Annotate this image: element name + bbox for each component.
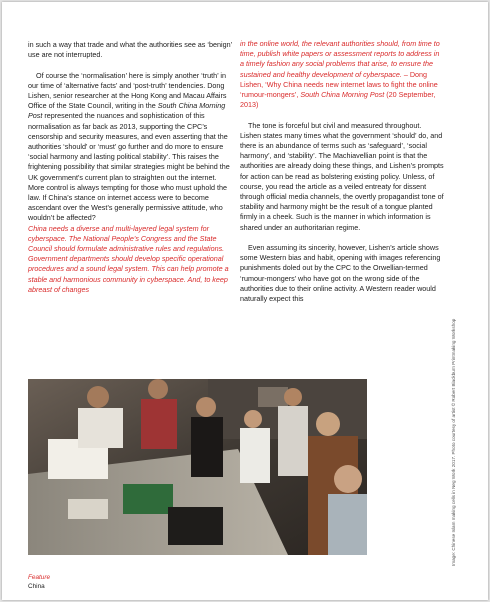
left-paragraph-2 bbox=[28, 71, 233, 224]
left-paragraph-2-text-b: represented the nuances and sophistication of this normalisation as far back as 2013, supporting the CPC’s censorship and security measures, and even asserting that the authorities ‘should’ or ‘must’ go further and do more to ensure ‘social harmony and lasting political stability’. This raises the frightening possibility that similar strategies might be behind the UK government’s current plan to straighten out the internet. More control is always tempting for those who must uphold the law. If China’s stance on internet access were to become ascendant over the West’s generally permissive attitude, who wouldn’t be affected? bbox=[28, 111, 230, 223]
left-paragraph-2-text-a: Of course the ‘normalisation’ here is simply another ‘truth’ in our time of ‘alternative facts’ and ‘post-truth’ tendencies. Dong Lishen, senior researcher at the Hong Kong and Macau Affairs Office of the State Council, writing in the bbox=[28, 70, 227, 111]
section-label: Feature bbox=[28, 574, 51, 581]
citation-date: (20 September, 2013) bbox=[240, 90, 436, 110]
left-text-column bbox=[28, 40, 233, 295]
left-paragraph-1: in such a way that trade and what the authorities see as ‘benign’ use are not interrupted. bbox=[28, 40, 232, 60]
right-paragraph-1: The tone is forceful but civil and measured throughout. Lishen states many times what the government ‘should’ do, and there is an abundance of terms such as ‘safeguard’, ‘social harmony’, and ‘stability’. The Machiavellian point is that the authorities are already doing these things, and Lishen’s prompts for action can be read as bolstering existing policy. Unless, of course, you read the article as a veiled entreaty for dissent through official media channels, the overtly propagandist tone of stability and harmony might be the result of a tongue planted firmly in a cheek. Such is the manner in which information is shared under an authoritarian regime. bbox=[240, 120, 444, 232]
workshop-photo bbox=[28, 379, 367, 555]
document-page bbox=[2, 2, 488, 600]
newspaper-title: South China Morning Post bbox=[28, 101, 226, 121]
pull-quote-part-2: in the online world, the relevant authorities should, from time to time, publish white papers or assessment reports to address in a timely fashion any social problems that arise, to ensure the sustained and healthy development of cyberspace. bbox=[240, 39, 440, 79]
pull-quote-part-1: China needs a diverse and multi-layered legal system for cyberspace. The National People’s Congress and the State Council should formulate administrative rules and regulations. Government departments should develop specific operational procedures and a sound legal system. This can help promote a stable and harmonious community in cyberspace. And, to keep abreast of changes bbox=[28, 223, 229, 294]
right-text-column bbox=[240, 39, 444, 304]
subsection-label: China bbox=[28, 583, 45, 590]
image-caption: Image: Chinese Islam making cells in Neg Work 2017. Photo courtesy of artist © Robert Blackburn Printmaking Workshop bbox=[451, 318, 456, 566]
pull-quote-block bbox=[240, 39, 444, 110]
quote-citation: – Dong Lishen, ‘Why China needs new internet laws to fight the online ‘rumour-mongers’, bbox=[240, 69, 438, 100]
citation-newspaper-title: South China Morning Post bbox=[300, 90, 385, 100]
right-paragraph-2: Even assuming its sincerity, however, Lishen’s article shows some Western bias and habit, opening with images referencing punishments doled out by the CPC to the Orwellian-termed ‘rumour-mongers’ who have got on the wrong side of the authorities due to their online activity. A Western reader would naturally expect this bbox=[240, 243, 441, 304]
